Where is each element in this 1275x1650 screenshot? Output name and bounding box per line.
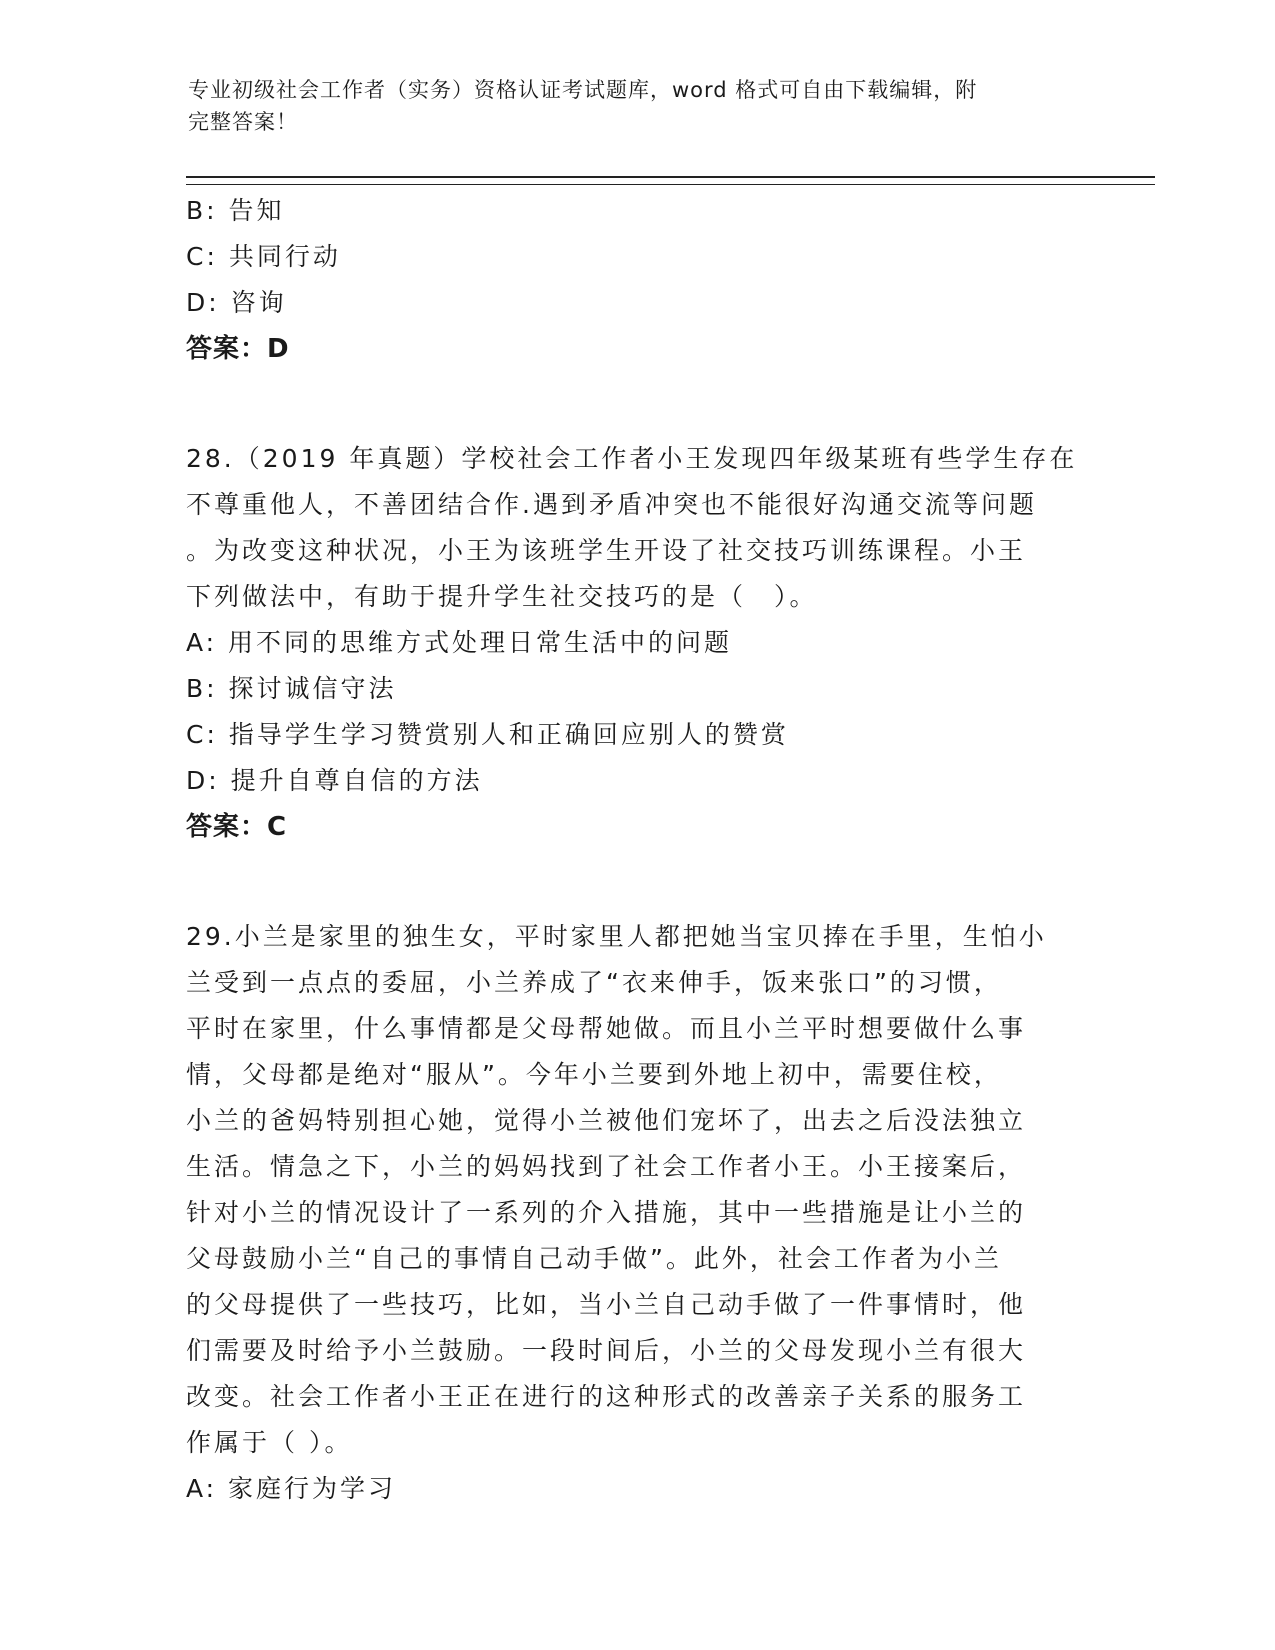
answer-label: 答案：D (186, 334, 290, 364)
question-27-tail (186, 188, 1086, 372)
option-b: B: 告知 (186, 196, 285, 225)
option-c: C: 共同行动 (186, 242, 341, 271)
question-stem-line: 平时在家里，什么事情都是父母帮她做。而且小兰平时想要做什么事 (186, 1014, 1027, 1043)
header-line: 专业初级社会工作者（实务）资格认证考试题库，word 格式可自由下载编辑，附 (188, 78, 978, 102)
question-stem-line: 情，父母都是绝对“服从”。今年小兰要到外地上初中，需要住校， (186, 1060, 1002, 1089)
answer-label: 答案：C (186, 812, 288, 842)
question-stem-line: 29.小兰是家里的独生女，平时家里人都把她当宝贝捧在手里，生怕小 (186, 922, 1047, 951)
option-b: B: 探讨诚信守法 (186, 674, 397, 703)
question-stem-line: 作属于（ ）。 (186, 1428, 353, 1457)
page-header (188, 74, 1068, 138)
option-d: D: 咨询 (186, 288, 287, 317)
option-a: A: 用不同的思维方式处理日常生活中的问题 (186, 628, 733, 657)
option-a: A: 家庭行为学习 (186, 1474, 397, 1503)
question-stem-line: 下列做法中，有助于提升学生社交技巧的是（ ）。 (186, 582, 818, 611)
option-d: D: 提升自尊自信的方法 (186, 766, 483, 795)
question-stem-line: 父母鼓励小兰“自己的事情自己动手做”。此外，社会工作者为小兰 (186, 1244, 1002, 1273)
question-29 (186, 914, 1086, 1512)
question-stem-line: 兰受到一点点的委屈，小兰养成了“衣来伸手，饭来张口”的习惯， (186, 968, 1002, 997)
question-stem-line: 们需要及时给予小兰鼓励。一段时间后，小兰的父母发现小兰有很大 (186, 1336, 1027, 1365)
header-line: 完整答案！ (188, 110, 298, 134)
question-stem-line: 。为改变这种状况，小王为该班学生开设了社交技巧训练课程。小王 (186, 536, 1027, 565)
document-body (186, 188, 1086, 1512)
question-stem-line: 的父母提供了一些技巧，比如，当小兰自己动手做了一件事情时，他 (186, 1290, 1027, 1319)
question-stem-line: 改变。社会工作者小王正在进行的这种形式的改善亲子关系的服务工 (186, 1382, 1027, 1411)
question-stem-line: 不尊重他人，不善团结合作.遇到矛盾冲突也不能很好沟通交流等问题 (186, 490, 1037, 519)
question-28 (186, 436, 1086, 850)
question-stem-line: 28.（2019 年真题）学校社会工作者小王发现四年级某班有些学生存在 (186, 444, 1078, 473)
question-stem-line: 生活。情急之下，小兰的妈妈找到了社会工作者小王。小王接案后， (186, 1152, 1027, 1181)
question-stem-line: 针对小兰的情况设计了一系列的介入措施，其中一些措施是让小兰的 (186, 1198, 1027, 1227)
question-stem-line: 小兰的爸妈特别担心她，觉得小兰被他们宠坏了，出去之后没法独立 (186, 1106, 1027, 1135)
header-divider (186, 176, 1155, 185)
option-c: C: 指导学生学习赞赏别人和正确回应别人的赞赏 (186, 720, 789, 749)
